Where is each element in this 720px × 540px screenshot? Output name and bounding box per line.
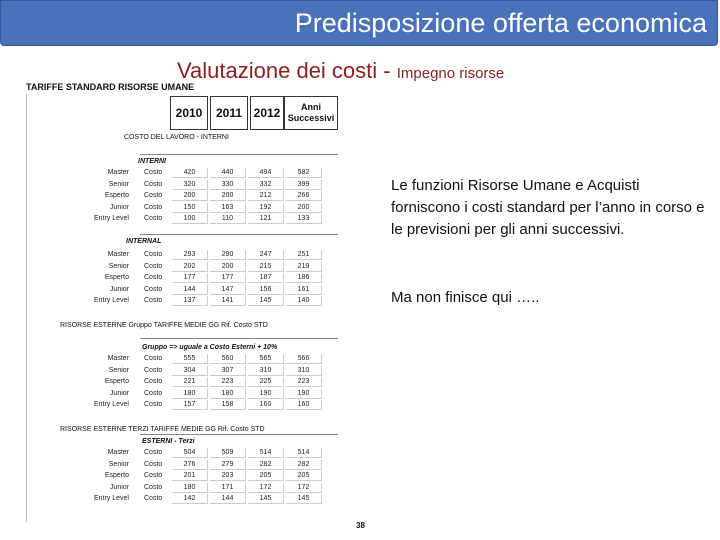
year-header-2011: 2011 xyxy=(210,96,248,130)
table-cell: 137 xyxy=(172,296,208,306)
table-cell: 160 xyxy=(248,400,284,410)
table-cell: 160 xyxy=(286,400,322,410)
table-cell: 276 xyxy=(172,460,208,470)
table-cell: 158 xyxy=(210,400,246,410)
cost-label: Costo xyxy=(144,472,163,479)
table-row xyxy=(26,400,338,410)
level-label: Master xyxy=(107,251,129,258)
slide-title-main: Valutazione dei costi - xyxy=(177,58,397,83)
table-row xyxy=(26,494,338,504)
cost-label: Costo xyxy=(144,203,163,211)
table-cell: 290 xyxy=(210,250,246,260)
table-row xyxy=(26,203,338,213)
table-row xyxy=(26,214,338,224)
level-label: Junior xyxy=(109,285,129,293)
cost-label: Costo xyxy=(144,285,163,293)
year-header-2012: 2012 xyxy=(250,96,284,130)
level-label: Entry Level xyxy=(93,401,129,408)
table-cell: 203 xyxy=(210,471,246,481)
table-cell: 186 xyxy=(286,273,322,283)
table-cell: 514 xyxy=(286,448,322,458)
section-sublabel: Gruppo => uguale a Costo Esterni + 10% xyxy=(142,344,278,351)
table-cell: 223 xyxy=(210,377,246,387)
table-cell: 215 xyxy=(248,262,284,272)
table-cell: 200 xyxy=(286,203,322,213)
table-cell: 192 xyxy=(248,203,284,213)
table-cell: 141 xyxy=(210,296,246,306)
table-cell: 279 xyxy=(210,460,246,470)
table-cell: 399 xyxy=(286,180,322,190)
level-label: Esperto xyxy=(104,472,129,479)
level-label: Junior xyxy=(109,483,129,491)
table-cell: 293 xyxy=(172,250,208,260)
table-row xyxy=(26,471,338,481)
table-cell: 161 xyxy=(286,285,322,295)
level-label: Senior xyxy=(108,366,129,374)
cost-label: Costo xyxy=(144,215,163,222)
cost-label: Costo xyxy=(144,495,163,502)
table-cell: 172 xyxy=(248,483,284,493)
table-cell: 200 xyxy=(172,191,208,201)
cost-label: Costo xyxy=(144,366,163,374)
section-label: RISORSE ESTERNE Gruppo TARIFFE MEDIE GG Rif. Costo STD xyxy=(60,322,268,329)
table-cell: 304 xyxy=(172,366,208,376)
table-cell: 172 xyxy=(286,483,322,493)
table-row xyxy=(26,460,338,470)
level-label: Esperto xyxy=(104,378,129,385)
table-cell: 420 xyxy=(172,168,208,178)
table-cell: 440 xyxy=(210,168,246,178)
level-label: Master xyxy=(107,449,129,456)
table-cell: 565 xyxy=(248,354,284,364)
table-cell: 200 xyxy=(210,262,246,272)
table-cell: 282 xyxy=(248,460,284,470)
table-cell: 177 xyxy=(172,273,208,283)
cost-label: Costo xyxy=(144,274,163,281)
table-cell: 180 xyxy=(172,389,208,399)
cost-label: Costo xyxy=(144,262,163,270)
table-cell: 180 xyxy=(172,483,208,493)
table-cell: 144 xyxy=(172,285,208,295)
year-header-successivi: Anni Successivi xyxy=(284,96,338,130)
table-cell: 202 xyxy=(172,262,208,272)
table-row xyxy=(26,285,338,295)
table-cell: 156 xyxy=(248,285,284,295)
section-sublabel: INTERNI xyxy=(138,158,166,165)
table-cell: 555 xyxy=(172,354,208,364)
table-cell: 251 xyxy=(286,250,322,260)
level-label: Master xyxy=(107,169,129,176)
table-cell: 133 xyxy=(286,214,322,224)
section-divider xyxy=(140,434,338,435)
table-cell: 145 xyxy=(286,494,322,504)
table-row xyxy=(26,180,338,190)
table-cell: 190 xyxy=(286,389,322,399)
table-cell: 110 xyxy=(210,214,246,224)
section-label: COSTO DEL LAVORO - INTERNI xyxy=(124,134,229,141)
table-cell: 163 xyxy=(210,203,246,213)
table-cell: 560 xyxy=(210,354,246,364)
cost-label: Costo xyxy=(144,460,163,468)
level-label: Entry Level xyxy=(93,297,129,304)
section-divider xyxy=(140,338,338,339)
table-cell: 147 xyxy=(210,285,246,295)
level-label: Senior xyxy=(108,262,129,270)
table-cell: 150 xyxy=(172,203,208,213)
level-label: Entry Level xyxy=(93,215,129,222)
table-cell: 310 xyxy=(248,366,284,376)
level-label: Master xyxy=(107,355,129,362)
cost-label: Costo xyxy=(144,297,163,304)
table-row xyxy=(26,262,338,272)
table-cell: 566 xyxy=(286,354,322,364)
level-label: Junior xyxy=(109,203,129,211)
table-cell: 200 xyxy=(210,191,246,201)
table-cell: 100 xyxy=(172,214,208,224)
table-row xyxy=(26,296,338,306)
table-cell: 205 xyxy=(248,471,284,481)
table-cell: 145 xyxy=(248,296,284,306)
table-cell: 282 xyxy=(286,460,322,470)
page-number: 38 xyxy=(356,521,365,530)
cost-label: Costo xyxy=(144,389,163,397)
table-row xyxy=(26,273,338,283)
table-cell: 221 xyxy=(172,377,208,387)
table-cell: 247 xyxy=(248,250,284,260)
table-row xyxy=(26,250,338,260)
section-label: RISORSE ESTERNE TERZI TARIFFE MEDIE GG Rif. Costo STD xyxy=(60,426,265,433)
table-row xyxy=(26,191,338,201)
sheet-header: TARIFFE STANDARD RISORSE UMANE xyxy=(26,82,195,92)
table-cell: 223 xyxy=(286,377,322,387)
cost-label: Costo xyxy=(144,180,163,188)
table-row xyxy=(26,448,338,458)
cost-label: Costo xyxy=(144,378,163,385)
table-cell: 187 xyxy=(248,273,284,283)
level-label: Senior xyxy=(108,460,129,468)
year-header-2010: 2010 xyxy=(170,96,208,130)
table-cell: 225 xyxy=(248,377,284,387)
body-paragraph-1: Le funzioni Risorse Umane e Acquisti forniscono i costi standard per l’anno in corso e le previsioni per gli anni successivi. xyxy=(391,177,705,238)
body-paragraph-2: Ma non finisce qui ….. xyxy=(391,289,540,306)
table-row xyxy=(26,354,338,364)
cost-label: Costo xyxy=(144,169,163,176)
section-divider xyxy=(140,234,338,235)
table-row xyxy=(26,168,338,178)
level-label: Entry Level xyxy=(93,495,129,502)
table-row xyxy=(26,377,338,387)
table-cell: 177 xyxy=(210,273,246,283)
table-cell: 219 xyxy=(286,262,322,272)
table-cell: 332 xyxy=(248,180,284,190)
table-cell: 266 xyxy=(286,191,322,201)
table-cell: 504 xyxy=(172,448,208,458)
table-cell: 582 xyxy=(286,168,322,178)
section-divider xyxy=(140,154,338,155)
level-label: Senior xyxy=(108,180,129,188)
section-sublabel: INTERNAL xyxy=(126,238,162,245)
level-label: Junior xyxy=(109,389,129,397)
cost-label: Costo xyxy=(144,251,163,258)
table-cell: 509 xyxy=(210,448,246,458)
cost-label: Costo xyxy=(144,401,163,408)
header-banner xyxy=(0,0,718,46)
table-cell: 140 xyxy=(286,296,322,306)
table-cell: 205 xyxy=(286,471,322,481)
table-cell: 514 xyxy=(248,448,284,458)
table-cell: 171 xyxy=(210,483,246,493)
table-cell: 307 xyxy=(210,366,246,376)
table-cell: 330 xyxy=(210,180,246,190)
cost-label: Costo xyxy=(144,192,163,199)
table-cell: 180 xyxy=(210,389,246,399)
cost-label: Costo xyxy=(144,449,163,456)
table-row xyxy=(26,366,338,376)
cost-label: Costo xyxy=(144,355,163,362)
table-cell: 121 xyxy=(248,214,284,224)
table-cell: 212 xyxy=(248,191,284,201)
table-cell: 201 xyxy=(172,471,208,481)
table-cell: 157 xyxy=(172,400,208,410)
banner-title: Predisposizione offerta economica xyxy=(294,8,707,38)
table-cell: 310 xyxy=(286,366,322,376)
table-cell: 190 xyxy=(248,389,284,399)
section-sublabel: ESTERNI - Terzi xyxy=(142,438,195,445)
level-label: Esperto xyxy=(104,192,129,199)
level-label: Esperto xyxy=(104,274,129,281)
table-cell: 494 xyxy=(248,168,284,178)
table-cell: 320 xyxy=(172,180,208,190)
table-row xyxy=(26,389,338,399)
cost-label: Costo xyxy=(144,483,163,491)
table-cell: 144 xyxy=(210,494,246,504)
cost-spreadsheet xyxy=(26,82,338,522)
table-cell: 142 xyxy=(172,494,208,504)
slide-title-sub: Impegno risorse xyxy=(396,65,505,82)
table-cell: 145 xyxy=(248,494,284,504)
table-row xyxy=(26,483,338,493)
